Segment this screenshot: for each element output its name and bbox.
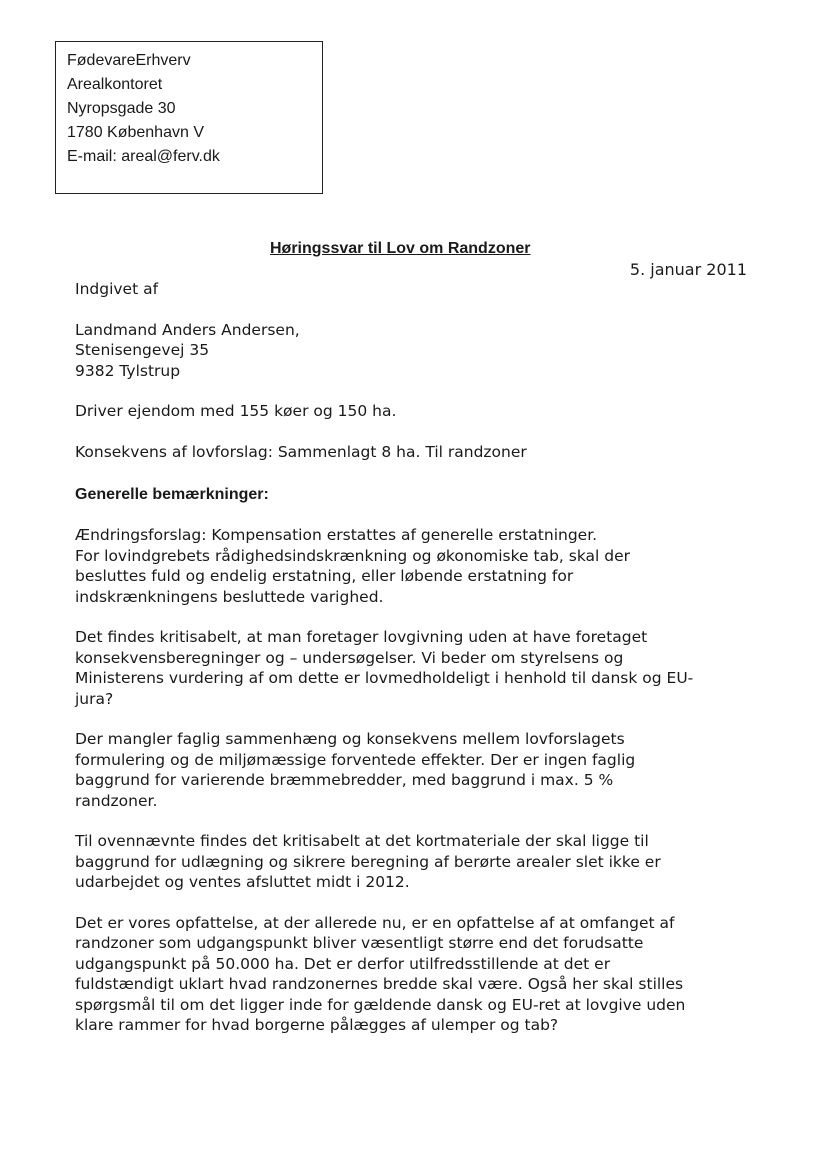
paragraph-line: Ministerens vurdering af om dette er lovmedholdeligt i henhold til dansk og EU-	[75, 669, 694, 688]
submitted-by-text: Indgivet af	[75, 280, 159, 298]
paragraph	[75, 627, 755, 709]
paragraph-line: baggrund for varierende bræmmebredder, med baggrund i max. 5 %	[75, 771, 614, 790]
paragraph-line: baggrund for udlægning og sikrere beregning af berørte arealer slet ikke er	[75, 852, 661, 871]
paragraph-line: randzoner.	[75, 791, 158, 810]
paragraph-line: Til ovennævnte findes det kritisabelt at det kortmateriale der skal ligge til	[75, 832, 649, 851]
sender-line: 9382 Tylstrup	[75, 361, 181, 380]
paragraph-line: formulering og de miljømæssige forventede effekter. Der er ingen faglig	[75, 750, 636, 769]
paragraph-line: besluttes fuld og endelig erstatning, eller løbende erstatning for	[75, 567, 574, 586]
general-remarks-heading	[75, 485, 755, 505]
sender-address	[75, 320, 755, 381]
consequence-info	[75, 442, 755, 462]
recipient-line: 1780 København V	[67, 124, 204, 141]
recipient-line: Arealkontoret	[67, 76, 163, 93]
letter-body	[75, 279, 755, 1056]
paragraph-line: Der mangler faglig sammenhæng og konsekvens mellem lovforslagets	[75, 730, 625, 749]
paragraph-line: udgangspunkt på 50.000 ha. Det er derfor utilfredsstillende at det er	[75, 954, 611, 973]
paragraph-line: Det er vores opfattelse, at der allerede nu, er en opfattelse af at omfanget af	[75, 914, 675, 933]
paragraph-line: jura?	[75, 689, 114, 708]
recipient-address-box	[55, 41, 323, 194]
paragraph	[75, 831, 755, 892]
recipient-line: Nyropsgade 30	[67, 100, 176, 117]
submitted-by	[75, 279, 755, 299]
document-date: 5. januar 2011	[629, 260, 747, 279]
paragraph-line: indskrænkningens besluttede varighed.	[75, 587, 384, 606]
paragraph-line: Ændringsforslag: Kompensation erstattes af generelle erstatninger.	[75, 526, 598, 545]
consequence-text: Konsekvens af lovforslag: Sammenlagt 8 ha. Til randzoner	[75, 443, 527, 462]
paragraph-line: Det findes kritisabelt, at man foretager lovgivning uden at have foretaget	[75, 628, 648, 647]
paragraph-line: spørgsmål til om det ligger inde for gældende dansk og EU-ret at lovgive uden	[75, 995, 686, 1014]
paragraph-line: randzoner som udgangspunkt bliver væsentligt større end det forudsatte	[75, 934, 644, 953]
property-info	[75, 401, 755, 421]
document-title: Høringssvar til Lov om Randzoner	[270, 240, 531, 257]
recipient-line: FødevareErhverv	[67, 52, 191, 69]
paragraph	[75, 913, 755, 1035]
paragraph-line: klare rammer for hvad borgerne pålægges af ulemper og tab?	[75, 1016, 559, 1035]
property-text: Driver ejendom med 155 køer og 150 ha.	[75, 402, 397, 421]
heading-text: Generelle bemærkninger:	[75, 485, 269, 503]
recipient-email: E-mail: areal@ferv.dk	[67, 148, 220, 165]
paragraph-line: konsekvensberegninger og – undersøgelser. Vi beder om styrelsens og	[75, 648, 624, 667]
paragraph-line: fuldstændigt uklart hvad randzonernes bredde skal være. Også her skal stilles	[75, 975, 684, 994]
sender-line: Stenisengevej 35	[75, 341, 210, 360]
paragraph	[75, 729, 755, 811]
sender-line: Landmand Anders Andersen,	[75, 320, 300, 339]
paragraph	[75, 525, 755, 607]
paragraph-line: udarbejdet og ventes afsluttet midt i 2012.	[75, 873, 410, 892]
paragraph-line: For lovindgrebets rådighedsindskrænkning og økonomiske tab, skal der	[75, 546, 631, 565]
